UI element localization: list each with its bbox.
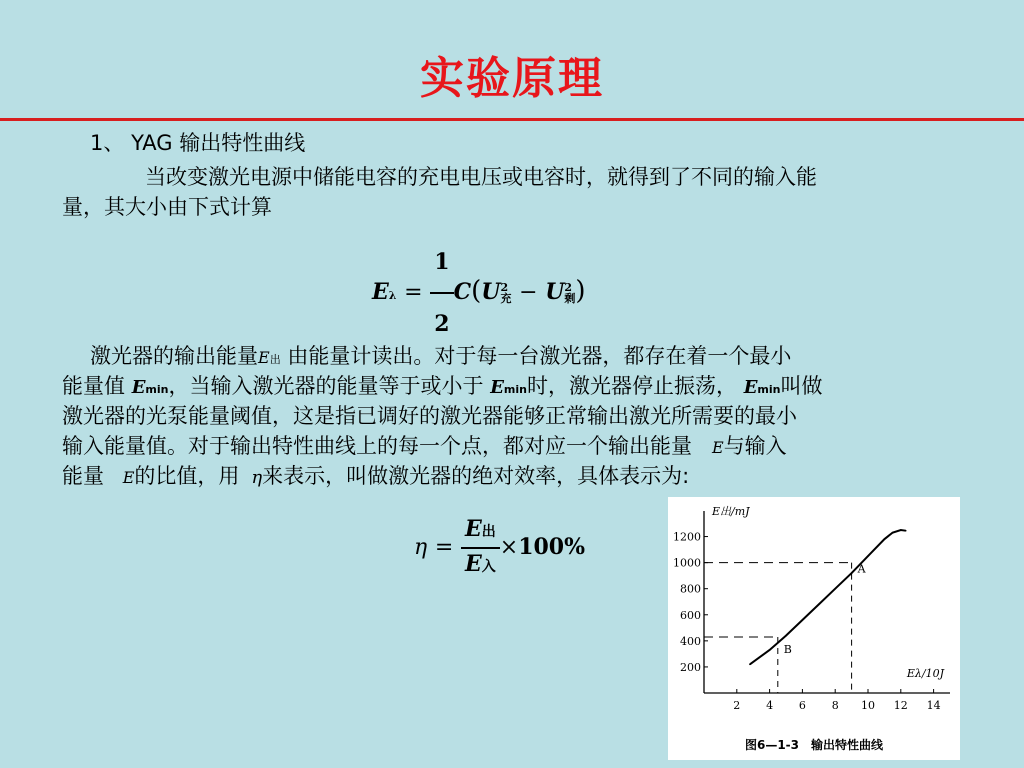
- point-label-A: A: [857, 562, 866, 576]
- para-line-4: 输入能量值。对于输出特性曲线上的每一个点，都对应一个输出能量 E与输入: [62, 434, 787, 458]
- y-axis-label: E出/mJ: [712, 505, 750, 518]
- fraction-one-half: $\frac{1}{2}$: [430, 232, 453, 354]
- intro-line-1: 当改变激光电源中储能电容的充电电压或电容时，就得到了不同的输入能: [145, 165, 817, 189]
- data-point: [818, 604, 820, 606]
- data-point: [851, 572, 853, 574]
- efficiency-formula: η = $\frac{\text{E出}}{\text{E入}}$ ×100%: [414, 512, 585, 583]
- x-tick-label: 4: [766, 699, 774, 712]
- data-point: [867, 555, 869, 557]
- intro-line-2: 量，其大小由下式计算: [62, 195, 272, 219]
- x-axis-label: Eλ/10J: [906, 667, 944, 680]
- y-tick-label: 800: [680, 582, 701, 596]
- fraction-out-over-in: $\frac{\text{E出}}{\text{E入}}$: [461, 514, 500, 582]
- data-point: [834, 588, 836, 590]
- title-divider: [0, 118, 1024, 121]
- x-tick-label: 12: [893, 699, 908, 712]
- section-number: 1、: [90, 131, 125, 155]
- para-line-3: 激光器的光泵能量阈值，这是指已调好的激光器能够正常输出激光所需要的最小: [62, 404, 797, 428]
- data-point: [884, 538, 886, 540]
- section-heading-text: YAG 输出特性曲线: [131, 131, 306, 155]
- data-point: [749, 664, 751, 666]
- para-line-1: 激光器的输出能量E出 由能量计读出。对于每一台激光器，都存在着一个最小: [90, 344, 792, 368]
- x-tick-label: 14: [926, 699, 941, 712]
- data-point: [769, 649, 771, 651]
- point-label-B: B: [783, 642, 792, 656]
- chart-caption: 图6—1-3 输出特性曲线: [744, 738, 884, 752]
- output-characteristic-chart: [668, 497, 960, 760]
- y-tick-label: 1000: [673, 556, 701, 570]
- y-tick-label: 600: [680, 608, 701, 622]
- data-point: [905, 530, 907, 532]
- x-tick-label: 8: [831, 699, 839, 712]
- para-line-2: 能量值 Emin，当输入激光器的能量等于或小于 Emin时，激光器停止振荡， Emin叫做: [62, 374, 823, 398]
- x-tick-label: 6: [798, 699, 806, 712]
- data-point: [892, 532, 894, 534]
- input-energy-formula: Eλ = $\frac{1}{2}$ C(U2 充 − U2 剩): [372, 232, 586, 354]
- data-point: [802, 619, 804, 621]
- section-heading: [90, 128, 305, 158]
- para-line-5: 能量 E的比值，用 η来表示，叫做激光器的绝对效率，具体表示为:: [62, 464, 690, 488]
- y-tick-label: 400: [680, 634, 701, 648]
- data-point: [900, 529, 902, 531]
- y-tick-label: 1200: [673, 530, 701, 544]
- output-curve: [750, 530, 906, 664]
- x-tick-label: 10: [861, 699, 875, 712]
- slide-title: 实验原理: [420, 53, 604, 104]
- chart-svg: [668, 497, 960, 760]
- y-tick-label: 200: [680, 660, 701, 674]
- data-point: [785, 635, 787, 637]
- x-tick-label: 2: [733, 699, 741, 712]
